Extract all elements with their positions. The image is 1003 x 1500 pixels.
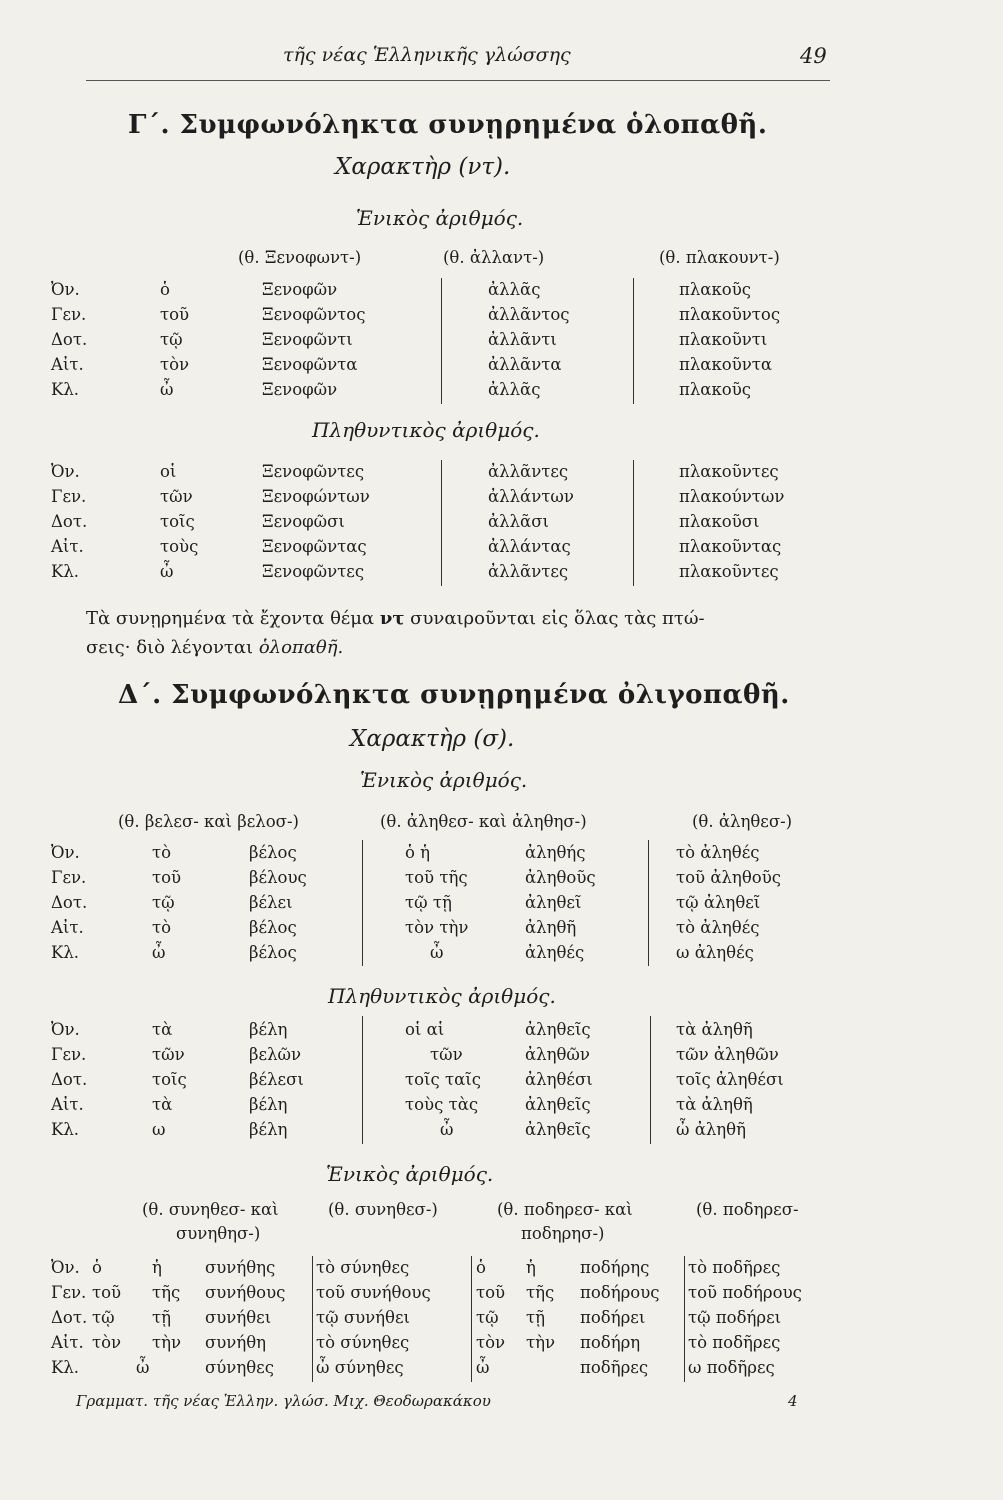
case-label: Ὀν. <box>51 843 80 862</box>
case-label: Κλ. <box>51 943 80 962</box>
form: Ξενοφῶντος <box>262 305 366 324</box>
case-label: Αἰτ. <box>51 1095 84 1114</box>
paragraph-text: σεις· διὸ λέγονται <box>86 637 254 658</box>
case-label: Ὀν. <box>51 280 80 299</box>
form: πλακοῦντος <box>679 305 781 324</box>
article: τὴν <box>526 1333 556 1352</box>
form: ποδῆρες <box>580 1358 649 1377</box>
form: ω ποδῆρες <box>688 1358 775 1377</box>
form: ἀλλᾶντα <box>488 355 562 374</box>
d-stem-2: (θ. ἀληθεσ- καὶ ἀληθησ-) <box>380 812 587 831</box>
form: Ξενοφῶν <box>262 380 338 399</box>
article: ὁ ἡ <box>405 843 431 862</box>
section-c-plural-label: Πληθυντικὸς ἀριθμός. <box>312 418 540 442</box>
column-divider <box>362 1016 363 1144</box>
section-d-plural-label: Πληθυντικὸς ἀριθμός. <box>328 984 556 1008</box>
form: ἀληθῆ <box>525 918 577 937</box>
paragraph-bold: ντ <box>379 608 405 629</box>
form: ποδήρει <box>580 1308 646 1327</box>
form: ποδήρης <box>580 1258 650 1277</box>
form: τὰ ἀληθῆ <box>676 1095 753 1114</box>
article: ω <box>152 1120 166 1139</box>
section-c-character: Χαρακτὴρ (ντ). <box>335 154 511 180</box>
form: ὦ ἀληθῆ <box>676 1120 747 1139</box>
case-label: Γεν. <box>51 305 87 324</box>
header-rule <box>86 80 830 81</box>
form: ἀληθές <box>525 943 585 962</box>
form: σύνηθες <box>205 1358 274 1377</box>
article: τοῖς <box>160 512 195 531</box>
column-divider <box>648 840 649 966</box>
case-label: Γεν. <box>51 1283 87 1302</box>
article: τῆς <box>152 1283 181 1302</box>
form: πλακοῦντας <box>679 537 782 556</box>
form: Ξενοφῶντες <box>262 562 365 581</box>
article: τῷ <box>152 893 175 912</box>
form: ἀλλᾶς <box>488 380 541 399</box>
column-divider <box>684 1256 685 1382</box>
e-stem-4: (θ. ποδηρεσ- <box>696 1200 799 1219</box>
case-label: Κλ. <box>51 1120 80 1139</box>
form: πλακοῦντα <box>679 355 773 374</box>
article: τῷ <box>92 1308 115 1327</box>
d-stem-1: (θ. βελεσ- καὶ βελοσ-) <box>118 812 299 831</box>
form: ἀληθεῖς <box>525 1020 591 1039</box>
article: τὰ <box>152 1095 173 1114</box>
case-label: Κλ. <box>51 562 80 581</box>
form: βέλος <box>249 943 297 962</box>
form: πλακοῦς <box>679 280 751 299</box>
form: ἀλλᾶς <box>488 280 541 299</box>
article: τοῖς ταῖς <box>405 1070 481 1089</box>
case-label: Γεν. <box>51 868 87 887</box>
e-stem-1b: συνηθησ-) <box>176 1224 261 1243</box>
form: βέλους <box>249 868 307 887</box>
c-stem-1: (θ. Ξενοφωντ-) <box>238 248 362 267</box>
form: ἀλλᾶσι <box>488 512 549 531</box>
footer-signature-line: Γραμματ. τῆς νέας Ἑλλην. γλώσ. Μιχ. Θεοδωρακάκου <box>76 1392 491 1410</box>
form: ἀληθεῖς <box>525 1095 591 1114</box>
case-label: Αἰτ. <box>51 537 84 556</box>
running-head: τῆς νέας Ἑλληνικῆς γλώσσης <box>283 44 571 66</box>
e-stem-1: (θ. συνηθεσ- καὶ <box>142 1200 279 1219</box>
case-label: Ὀν. <box>51 1258 80 1277</box>
case-label: Δοτ. <box>51 893 88 912</box>
form: πλακοῦντες <box>679 462 779 481</box>
article: τῷ τῇ <box>405 893 452 912</box>
article: τοὺς <box>160 537 199 556</box>
form: τοῖς ἀληθέσι <box>676 1070 784 1089</box>
article: ὁ <box>160 280 170 299</box>
article: τὰ <box>152 1020 173 1039</box>
article: ἡ <box>152 1258 162 1277</box>
article: ὦ <box>440 1120 454 1139</box>
form: Ξενοφώντων <box>262 487 370 506</box>
explanatory-paragraph <box>86 604 826 662</box>
article: τῶν <box>430 1045 463 1064</box>
form: βέλη <box>249 1120 288 1139</box>
form: πλακοῦσι <box>679 512 760 531</box>
form: συνήθης <box>205 1258 276 1277</box>
article: τὸν <box>92 1333 122 1352</box>
article: τῇ <box>526 1308 546 1327</box>
article: τοῦ <box>92 1283 122 1302</box>
column-divider <box>441 460 442 586</box>
case-label: Αἰτ. <box>51 355 84 374</box>
form: ἀλλᾶντος <box>488 305 570 324</box>
section-c-heading: Γ΄. Συμφωνόληκτα συνῃρημένα ὁλοπαθῆ. <box>128 110 768 140</box>
article: τὴν <box>152 1333 182 1352</box>
e-stem-2: (θ. συνηθεσ-) <box>328 1200 438 1219</box>
article: τοὺς τὰς <box>405 1095 479 1114</box>
form: τὸ ἀληθές <box>676 843 760 862</box>
article: τῷ <box>160 330 183 349</box>
article: τὸν <box>476 1333 506 1352</box>
article: τοῖς <box>152 1070 187 1089</box>
form: συνήθους <box>205 1283 286 1302</box>
column-divider <box>650 1016 651 1144</box>
section-d-character: Χαρακτὴρ (σ). <box>350 726 515 752</box>
case-label: Ὀν. <box>51 1020 80 1039</box>
form: ποδήρη <box>580 1333 641 1352</box>
form: ἀληθεῖς <box>525 1120 591 1139</box>
c-stem-2: (θ. ἀλλαντ-) <box>443 248 545 267</box>
article: ὦ <box>476 1358 490 1377</box>
signature-number: 4 <box>788 1392 798 1410</box>
form: τῷ συνήθει <box>316 1308 410 1327</box>
article: ὁ <box>476 1258 486 1277</box>
d-stem-3: (θ. ἀληθεσ-) <box>692 812 793 831</box>
section-d-heading: Δ΄. Συμφωνόληκτα συνῃρημένα ὀλιγοπαθῆ. <box>118 680 790 710</box>
form: πλακοῦντες <box>679 562 779 581</box>
paragraph-text: Τὰ συνῃρημένα τὰ ἔχοντα θέμα <box>86 608 375 629</box>
article: τῶν <box>152 1045 185 1064</box>
case-label: Δοτ. <box>51 1070 88 1089</box>
case-label: Αἰτ. <box>51 1333 84 1352</box>
form: ἀληθοῦς <box>525 868 596 887</box>
section-d-singular-label: Ἑνικὸς ἀριθμός. <box>360 768 528 792</box>
article: τοῦ τῆς <box>405 868 468 887</box>
form: βέλεσι <box>249 1070 304 1089</box>
form: τὸ ποδῆρες <box>688 1258 781 1277</box>
form: συνήθη <box>205 1333 267 1352</box>
form: τοῦ ἀληθοῦς <box>676 868 781 887</box>
form: ἀληθής <box>525 843 586 862</box>
e-stem-3b: ποδηρησ-) <box>521 1224 605 1243</box>
form: ἀλλᾶντες <box>488 462 569 481</box>
form: ποδήρους <box>580 1283 660 1302</box>
page-number: 49 <box>800 44 827 68</box>
section-c-singular-label: Ἑνικὸς ἀριθμός. <box>356 206 524 230</box>
form: τῷ ἀληθεῖ <box>676 893 761 912</box>
form: πλακοῦς <box>679 380 751 399</box>
form: Ξενοφῶντες <box>262 462 365 481</box>
form: Ξενοφῶντι <box>262 330 353 349</box>
article: τὸ <box>152 918 172 937</box>
article: τῆς <box>526 1283 555 1302</box>
article: ὦ <box>136 1358 150 1377</box>
form: τοῦ συνήθους <box>316 1283 431 1302</box>
form: ἀλλᾶντες <box>488 562 569 581</box>
form: τοῦ ποδήρους <box>688 1283 802 1302</box>
article: οἱ αἱ <box>405 1020 445 1039</box>
article: ὦ <box>160 562 174 581</box>
form: συνήθει <box>205 1308 272 1327</box>
article: τῶν <box>160 487 193 506</box>
form: βέλος <box>249 918 297 937</box>
case-label: Δοτ. <box>51 512 88 531</box>
form: ω ἀληθές <box>676 943 754 962</box>
article: τὸν τὴν <box>405 918 469 937</box>
form: ἀληθέσι <box>525 1070 593 1089</box>
article: ὦ <box>152 943 166 962</box>
article: ὦ <box>430 943 444 962</box>
article: τοῦ <box>476 1283 506 1302</box>
case-label: Ὀν. <box>51 462 80 481</box>
form: τὸ σύνηθες <box>316 1258 410 1277</box>
case-label: Κλ. <box>51 1358 80 1377</box>
column-divider <box>312 1256 313 1382</box>
form: βέλη <box>249 1020 288 1039</box>
column-divider <box>362 840 363 966</box>
column-divider <box>441 278 442 404</box>
form: βέλος <box>249 843 297 862</box>
column-divider <box>471 1256 472 1382</box>
case-label: Γεν. <box>51 1045 87 1064</box>
form: ὦ σύνηθες <box>316 1358 404 1377</box>
form: ἀλλάντων <box>488 487 574 506</box>
section-e-singular-label: Ἑνικὸς ἀριθμός. <box>326 1162 494 1186</box>
column-divider <box>633 460 634 586</box>
form: Ξενοφῶντα <box>262 355 358 374</box>
article: ὁ <box>92 1258 102 1277</box>
article: τῇ <box>152 1308 172 1327</box>
paragraph-text: συναιροῦνται εἰς ὅλας τὰς πτώ- <box>410 608 705 629</box>
column-divider <box>633 278 634 404</box>
case-label: Αἰτ. <box>51 918 84 937</box>
form: Ξενοφῶν <box>262 280 338 299</box>
article: τῷ <box>476 1308 499 1327</box>
form: τὰ ἀληθῆ <box>676 1020 753 1039</box>
form: ἀλλάντας <box>488 537 571 556</box>
form: πλακούντων <box>679 487 785 506</box>
c-stem-3: (θ. πλακουντ-) <box>659 248 780 267</box>
form: Ξενοφῶντας <box>262 537 367 556</box>
form: τὸ ποδῆρες <box>688 1333 781 1352</box>
form: ἀληθεῖ <box>525 893 582 912</box>
article: τοῦ <box>160 305 190 324</box>
paragraph-italic: ὁλοπαθῆ. <box>258 637 344 658</box>
form: βέλει <box>249 893 293 912</box>
e-stem-3: (θ. ποδηρεσ- καὶ <box>497 1200 633 1219</box>
form: τῶν ἀληθῶν <box>676 1045 779 1064</box>
case-label: Δοτ. <box>51 1308 88 1327</box>
case-label: Κλ. <box>51 380 80 399</box>
form: βελῶν <box>249 1045 302 1064</box>
form: Ξενοφῶσι <box>262 512 345 531</box>
case-label: Γεν. <box>51 487 87 506</box>
form: ἀλλᾶντι <box>488 330 557 349</box>
form: βέλη <box>249 1095 288 1114</box>
article: τὸ <box>152 843 172 862</box>
article: ὦ <box>160 380 174 399</box>
form: τῷ ποδήρει <box>688 1308 782 1327</box>
form: τὸ ἀληθές <box>676 918 760 937</box>
form: τὸ σύνηθες <box>316 1333 410 1352</box>
form: πλακοῦντι <box>679 330 768 349</box>
article: ἡ <box>526 1258 536 1277</box>
article: τὸν <box>160 355 190 374</box>
article: οἱ <box>160 462 177 481</box>
article: τοῦ <box>152 868 182 887</box>
form: ἀληθῶν <box>525 1045 590 1064</box>
case-label: Δοτ. <box>51 330 88 349</box>
